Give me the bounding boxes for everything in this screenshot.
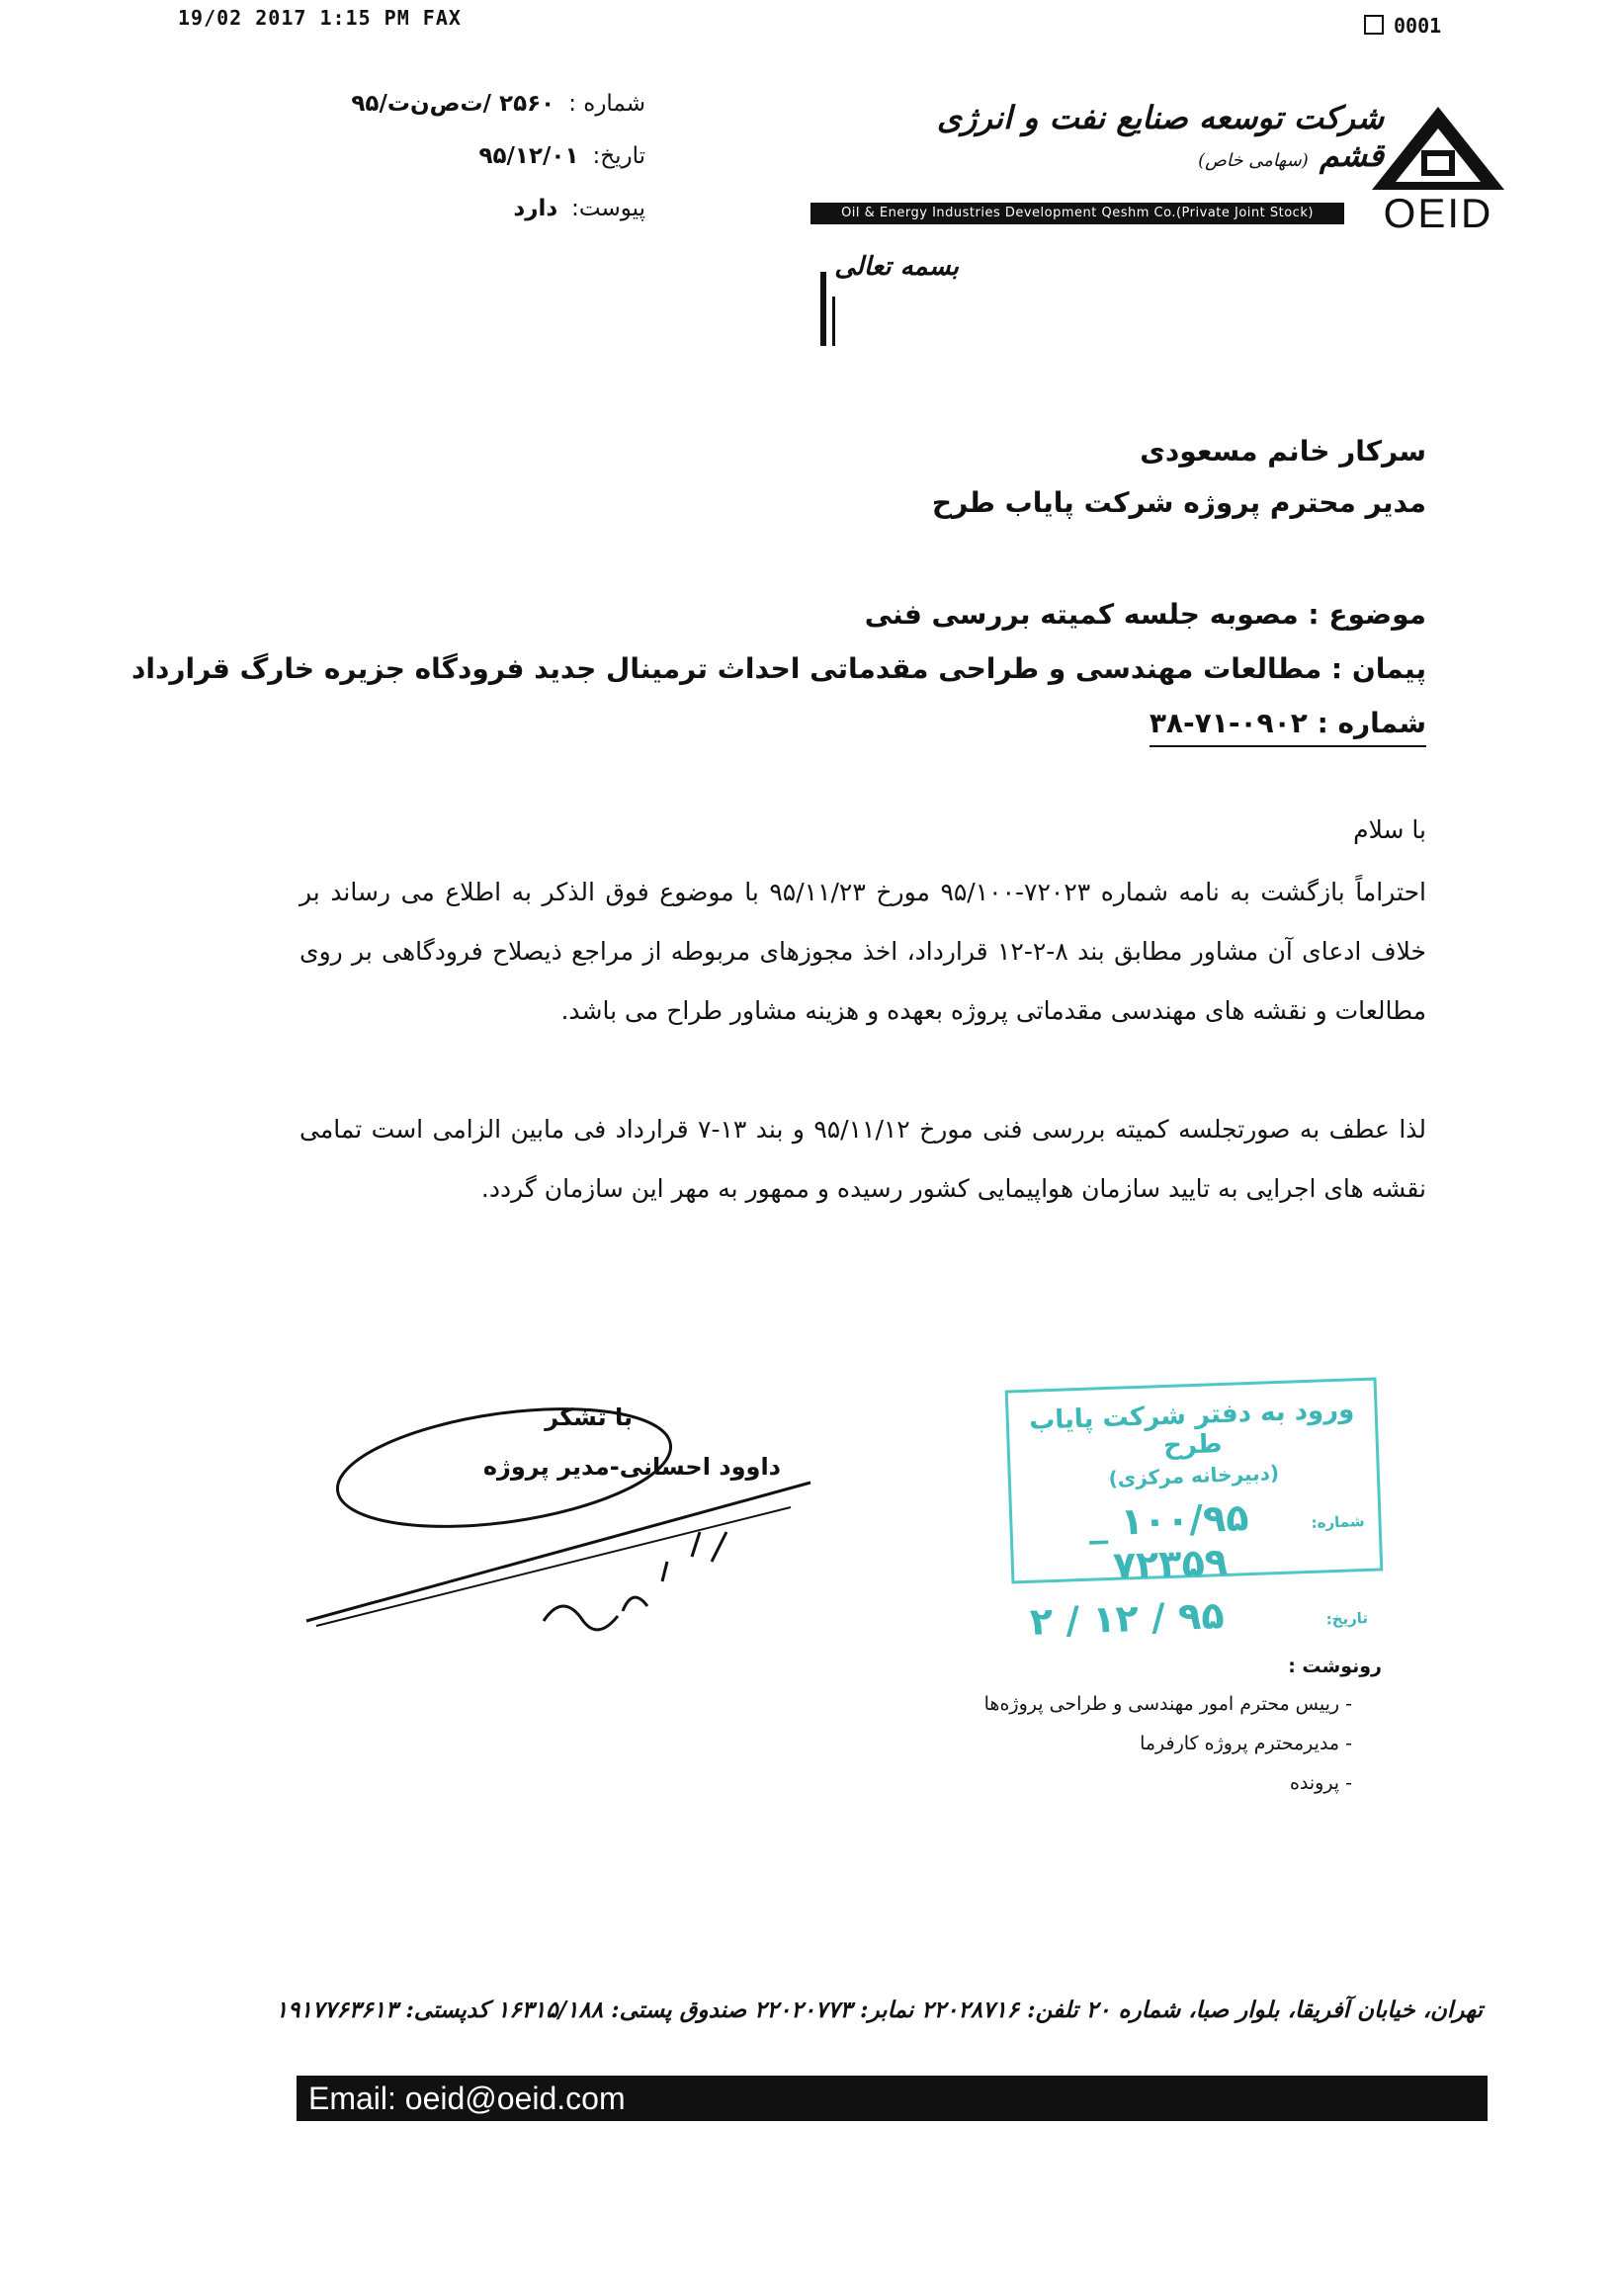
letter-number xyxy=(351,91,645,117)
company-name-en: Oil & Energy Industries Development Qeshm Co.(Private Joint Stock) xyxy=(810,203,1344,224)
stamp-number-row xyxy=(1012,1491,1381,1591)
received-stamp xyxy=(1005,1377,1384,1644)
contract-number: شماره : ۰۹۰۲-۷۱-۳۸ xyxy=(1150,707,1426,747)
handwritten-signature xyxy=(297,1374,850,1670)
addressee-title: مدیر محترم پروژه شرکت پایاب طرح xyxy=(931,486,1426,519)
invocation: بسمه تعالی xyxy=(834,252,959,282)
body-paragraph-2: لذا عطف به صورتجلسه کمیته بررسی فنی مورخ ۹۵/۱۱/۱۲ و بند ۱۳-۷ قرارداد فی مابین الزامی است تمامی نقشه های اجرایی به تایید سازمان هواپیمایی کشور رسیده و ممهور به مهر این سازمان گردد. xyxy=(299,1115,1426,1203)
stamp-title: ورود به دفتر شرکت پایاب طرح xyxy=(1028,1395,1355,1462)
letter-attachment-label: پیوست: xyxy=(571,196,645,221)
letter-attachment xyxy=(513,196,645,221)
cc-title: رونوشت : xyxy=(1288,1656,1382,1677)
stamp-number-value: ۱۰۰/۹۵ _ ۷۲۳۵۹ xyxy=(1087,1495,1250,1587)
letter-date-value: ۹۵/۱۲/۰۱ xyxy=(478,143,579,169)
fax-page-box-icon xyxy=(1364,15,1384,35)
greeting: با سلام xyxy=(1353,815,1426,844)
stamp-date-label: تاریخ: xyxy=(1325,1608,1369,1629)
subject-line: موضوع : مصوبه جلسه کمیته بررسی فنی xyxy=(864,598,1426,631)
letter-number-value: ۲۵۶۰ /ت‌ص‌ن‌ت/۹۵ xyxy=(351,91,555,117)
company-name-fa-text: شرکت توسعه صنایع نفت و انرژی قشم xyxy=(936,99,1384,174)
company-type-fa: (سهامی خاص) xyxy=(1198,150,1309,171)
signature-name: داوود احسانی-مدیر پروژه xyxy=(482,1453,781,1481)
fax-header: 19/02 2017 1:15 PM FAX xyxy=(178,6,462,30)
footer-address: تهران، خیابان آفریقا، بلوار صبا، شماره ۲۰ تلفن: ۲۲۰۲۸۷۱۶ نمابر: ۲۲۰۲۰۷۷۳ صندوق پستی: ۱۶۳۱۵/۱۸۸ کدپستی: ۱۹۱۷۷۶۳۶۱۳ xyxy=(275,1997,1483,2023)
stamp-subtitle: (دبیرخانه مرکزی) xyxy=(1108,1461,1280,1491)
cc-item: - رییس محترم امور مهندسی و طراحی پروژه‌ها xyxy=(983,1693,1352,1715)
fax-page-number-text: 0001 xyxy=(1394,14,1442,38)
letter-date-label: تاریخ: xyxy=(592,143,645,169)
body-paragraph-1: احتراماً بازگشت به نامه شماره ۷۲۰۲۳-۹۵/۱۰۰ مورخ ۹۵/۱۱/۲۳ با موضوع فوق الذکر به اطلاع می رساند بر خلاف ادعای آن مشاور مطابق بند ۸-۲-۱۲ قرارداد، اخذ مجوزهای مربوطه از مراجع ذیصلاح فرودگاهی بر روی مطالعات و نقشه های مهندسی مقدماتی پروژه بعهده و هزینه مشاور طراح می باشد. xyxy=(299,878,1426,1025)
letter-attachment-value: دارد xyxy=(513,196,558,221)
pen-mark-2 xyxy=(832,297,835,346)
cc-item: - پرونده xyxy=(1289,1772,1352,1794)
footer-email: Email: oeid@oeid.com xyxy=(297,2076,1488,2121)
company-logo-text: OEID xyxy=(1383,190,1493,236)
contract-line: پیمان : مطالعات مهندسی و طراحی مقدماتی احداث ترمینال جدید فرودگاه جزیره خارگ قرارداد xyxy=(131,652,1426,685)
stamp-date-row xyxy=(1015,1587,1382,1644)
company-name-fa xyxy=(870,99,1384,174)
fax-page-number xyxy=(1364,14,1441,38)
letter-number-label: شماره : xyxy=(568,91,645,117)
cc-item: - مدیرمحترم پروژه کارفرما xyxy=(1140,1733,1352,1754)
addressee-name: سرکار خانم مسعودی xyxy=(1140,435,1426,468)
pen-mark xyxy=(820,272,826,346)
stamp-date-value: ۹۵ / ۱۲ / ۲ xyxy=(1029,1593,1226,1644)
signature-closing: با تشکر xyxy=(545,1403,633,1431)
letter-date xyxy=(478,143,645,169)
stamp-number-label: شماره: xyxy=(1311,1512,1365,1532)
